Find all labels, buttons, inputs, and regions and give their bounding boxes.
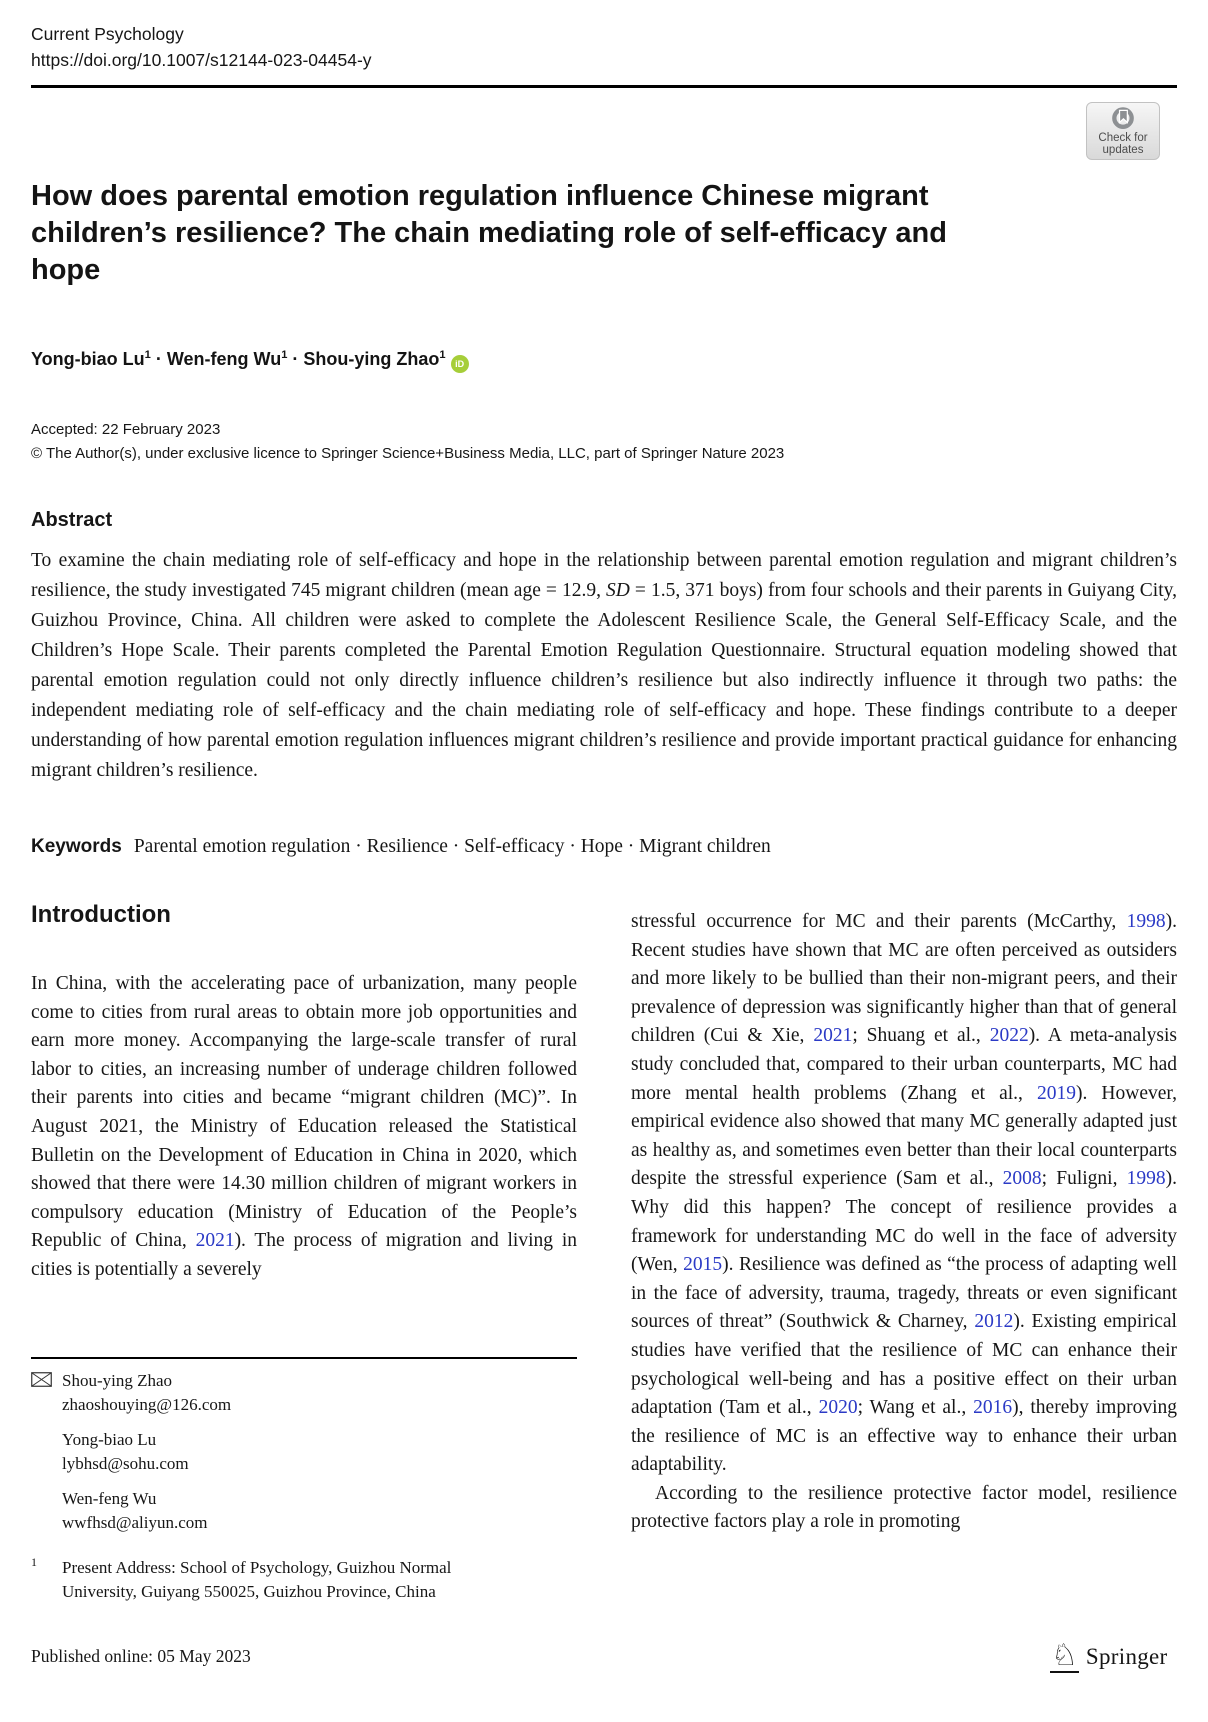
text-segment: 1 xyxy=(439,349,446,361)
affiliation-marker: 1 xyxy=(31,1555,37,1569)
springer-horse-icon: ♘ xyxy=(1051,1639,1078,1672)
email-icon xyxy=(31,1372,52,1392)
check-for-updates-badge[interactable] xyxy=(1086,102,1160,160)
journal-name: Current Psychology xyxy=(31,24,184,44)
springer-logo xyxy=(1050,1641,1168,1673)
author-contact-name: Wen-feng Wu xyxy=(62,1489,157,1508)
section-heading-introduction: Introduction xyxy=(31,901,171,928)
corresponding-author-name: Shou-ying Zhao xyxy=(62,1371,173,1390)
corresponding-author-email[interactable]: zhaoshouying@126.com xyxy=(62,1394,232,1414)
citation-link[interactable]: 2016 xyxy=(973,1397,1013,1419)
corresponding-author xyxy=(62,1369,231,1416)
citation-link[interactable]: 1998 xyxy=(1126,1168,1166,1190)
citation-link[interactable]: 2022 xyxy=(989,1025,1029,1047)
doi-link[interactable]: https://doi.org/10.1007/s12144-023-04454-y xyxy=(31,50,372,70)
published-online-date: Published online: 05 May 2023 xyxy=(31,1646,251,1666)
author-contact-name: Yong-biao Lu xyxy=(62,1430,157,1449)
intro-left-column: In China, with the accelerating pace of urbanization, many people come to cities from rural areas to obtain more job opportunities and earn more money. Accompanying the large-scale transfer of rural labor to cities, an increasing number of underage children followed their parents into cities and became “migrant children (MC)”. In August 2021, the Ministry of Education released the Statistical Bulletin on the Development of Education in China in 2020, which showed that there were 14.30 million children of migrant workers in compulsory education (Ministry of Education of the People’s Republic of China, 2021). The process of migration and living in cities is potentially a severely xyxy=(31,973,577,1280)
text-segment: 1 xyxy=(144,349,151,361)
correspondence-block xyxy=(62,1369,231,1546)
citation-link[interactable]: 2020 xyxy=(818,1397,858,1419)
check-for-updates-label-line1: Check for xyxy=(1098,132,1148,144)
abstract-text: To examine the chain mediating role of self-efficacy and hope in the relationship between parental emotion regulation and migrant children’s resilience, the study investigated 745 migrant children (mean age = 12.9, SD = 1.5, 371 boys) from four schools and their parents in Guiyang City, Guizhou Province, China. All children were asked to complete the Adolescent Resilience Scale, the General Self-Efficacy Scale, and the Children’s Hope Scale. Their parents completed the Parental Emotion Regulation Questionnaire. Structural equation modeling showed that parental emotion regulation could not only directly influence children’s resilience but also indirectly influence it through two paths: the independent mediating role of self-efficacy and the chain mediating role of self-efficacy and hope. These findings contribute to a deeper understanding of how parental emotion regulation influences migrant children’s resilience and provide important practical guidance for enhancing migrant children’s resilience. xyxy=(31,550,1177,781)
citation-link[interactable]: 2021 xyxy=(195,1230,235,1252)
author-contact-email[interactable]: wwfhsd@aliyun.com xyxy=(62,1512,208,1532)
citation-link[interactable]: 1998 xyxy=(1126,911,1166,932)
check-for-updates-label-line2: updates xyxy=(1102,144,1144,156)
author-contact-email[interactable]: lybhsd@sohu.com xyxy=(62,1453,189,1473)
intro-right-paragraph-1: stressful occurrence for MC and their parents (McCarthy, 1998). Recent studies have shown that MC are often perceived as outsiders and more likely to be bullied than their non-migrant peers, and their prevalence of depression was significantly higher than that of general children (Cui & Xie, 2021; Shuang et al., 2022). A meta-analysis study concluded that, compared to their urban counterparts, MC had more mental health problems (Zhang et al., 2019). However, empirical evidence also showed that many MC generally adapted just as healthy as, and sometimes even better than their local counterparts despite the stressful experience (Sam et al., 2008; Fuligni, 1998). Why did this happen? The concept of resilience provides a framework for understanding MC do well in the face of adversity (Wen, 2015). Resilience was defined as “the process of adapting well in the face of adversity, trauma, tragedy, threats or even significant sources of threat” (Southwick & Charney, 2012). Existing empirical studies have verified that the resilience of MC can enhance their psychological well-being and has a positive effect on their urban adaptation (Tam et al., 2020; Wang et al., 2016), thereby improving the resilience of MC is an effective way to enhance their urban adaptability. xyxy=(631,911,1177,1476)
paper-title: How does parental emotion regulation influence Chinese migrant children’s resilience? The chain mediating role of self-efficacy and hope xyxy=(31,180,947,286)
citation-link[interactable]: 2008 xyxy=(1002,1168,1042,1190)
check-for-updates-icon xyxy=(1110,106,1136,132)
intro-right-column xyxy=(631,908,1177,1537)
citation-link[interactable]: 2012 xyxy=(974,1311,1014,1333)
accepted-date: Accepted: 22 February 2023 xyxy=(31,421,221,438)
springer-wordmark: Springer xyxy=(1085,1644,1168,1669)
keywords-values: Parental emotion regulation · Resilience · Self-efficacy · Hope · Migrant children xyxy=(133,836,771,857)
author-contact xyxy=(62,1428,231,1475)
citation-link[interactable]: 2019 xyxy=(1037,1082,1076,1104)
citation-link[interactable]: 2015 xyxy=(683,1254,723,1276)
orcid-icon[interactable]: iD xyxy=(451,355,469,373)
author-list xyxy=(31,349,469,373)
footnote-divider xyxy=(31,1357,577,1359)
keywords-label: Keywords xyxy=(31,836,122,857)
author-contact xyxy=(62,1487,231,1534)
keywords-line xyxy=(31,836,1177,858)
citation-link[interactable]: 2021 xyxy=(813,1025,853,1047)
abstract-heading: Abstract xyxy=(31,509,113,531)
affiliation-text: Present Address: School of Psychology, Guizhou Normal University, Guiyang 550025, Guizhou Province, China xyxy=(62,1558,452,1601)
copyright-notice: © The Author(s), under exclusive licence to Springer Science+Business Media, LLC, part of Springer Nature 2023 xyxy=(31,445,785,462)
text-segment: SD xyxy=(606,580,630,601)
intro-right-paragraph-2: According to the resilience protective factor model, resilience protective factors play a role in promoting xyxy=(631,1482,1177,1533)
header-divider xyxy=(31,85,1177,88)
author-names: Yong-biao $Lu^1$ · Wen-feng $Wu^1$ · Shou-ying Zhao$^1$ xyxy=(31,349,446,369)
text-segment: 1 xyxy=(281,349,288,361)
